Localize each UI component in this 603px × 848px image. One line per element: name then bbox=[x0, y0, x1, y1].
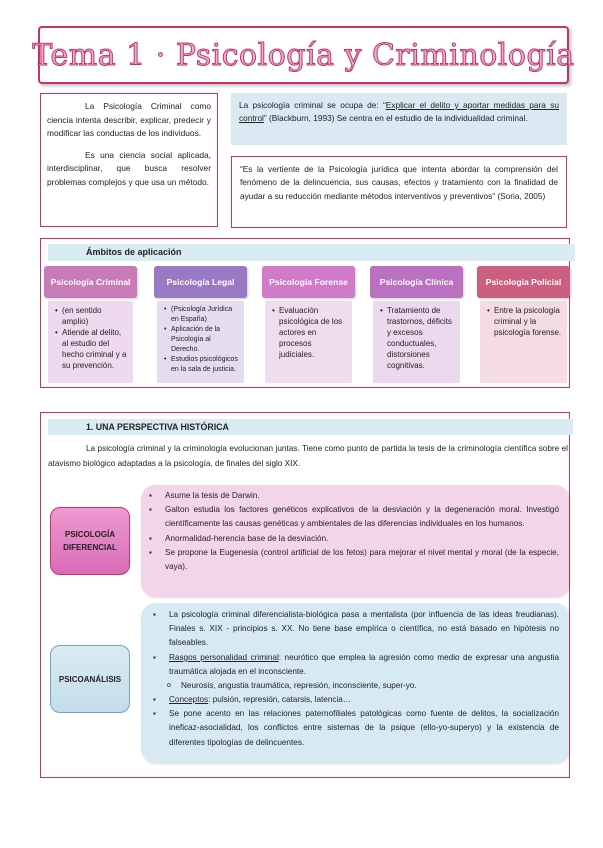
diferencial-box bbox=[141, 485, 569, 597]
ambito-head-policial: Psicología Policial bbox=[477, 266, 570, 298]
rasgos-text: : neurótico que emplea la agresión como medio de expresar una angustia traumática alojada en el inconsciente. bbox=[169, 652, 559, 676]
psicoanalisis-label: PSICOANÁLISIS bbox=[50, 645, 130, 713]
ambito-head-clinica: Psicología Clínica bbox=[370, 266, 463, 298]
diferencial-item: ▪ Asume la tesis de Darwin. bbox=[147, 489, 559, 503]
psicoanalisis-box bbox=[141, 603, 569, 763]
historia-intro: La psicología criminal y la criminología evolucionan juntas. Tiene como punto de partida la tesis de la criminología científica sobre el atavismo biológico adaptadas a la psicología, de finales del siglo XIX. bbox=[48, 444, 568, 468]
ambito-item: • Evaluación psicológica de los actores en procesos judiciales. bbox=[279, 305, 347, 360]
ambito-item: • (Psicología Jurídica en España) bbox=[171, 305, 239, 325]
ambito-head-forense: Psicología Forense bbox=[262, 266, 355, 298]
ambito-item: • Tratamiento de trastornos, déficits y excesos conductuales, distorsiones cognitivas. bbox=[387, 305, 455, 371]
quote1-post: ” (Blackburn, 1993) Se centra en el estudio de la individualidad criminal. bbox=[263, 113, 528, 123]
ambito-item: • Aplicación de la Psicología al Derecho. bbox=[171, 325, 239, 355]
ambito-head-criminal: Psicología Criminal bbox=[44, 266, 137, 298]
diferencial-item: ▪ Galton estudia los factores genéticos explicativos de la desviación y la degeneración moral. Investigó científicamente las causas genéticas y ambientales de las diferencias individuales en los humanos. bbox=[147, 503, 559, 531]
diferencial-label: PSICOLOGÍA DIFERENCIAL bbox=[50, 507, 130, 575]
ambito-item: • Estudios psicológicos en la sala de justicia. bbox=[171, 355, 239, 375]
conceptos-text: : pulsión, represión, catarsis, latencia… bbox=[208, 695, 352, 705]
page-title: Tema 1 · Psicología y Criminología bbox=[32, 37, 575, 73]
historia-title: 1. UNA PERSPECTIVA HISTÓRICA bbox=[48, 419, 573, 435]
psicoanalisis-item bbox=[151, 651, 559, 679]
psicoanalisis-item: ▪ La psicología criminal diferencialista-biológica pasa a mentalista (por influencia de las ideas freudianas). Finales s. XIX - principios s. XX. No tiene base empírica o científica, no está basado en hipótesis no falseables. bbox=[151, 608, 559, 651]
diferencial-item: ▪ Anormalidad-herencia base de la desviación. bbox=[147, 532, 559, 546]
ambito-item: • (en sentido amplio) bbox=[62, 305, 128, 327]
ambito-body-legal bbox=[157, 301, 244, 383]
ambito-item: • Atiende al delito, al estudio del hecho criminal y a su prevención. bbox=[62, 327, 128, 371]
psicoanalisis-subitem: o Neurosis, angustia traumática, represión, inconsciente, super-yo. bbox=[141, 679, 569, 693]
ambito-body-criminal bbox=[48, 301, 133, 383]
ambito-head-legal: Psicología Legal bbox=[154, 266, 247, 298]
ambito-body-policial bbox=[480, 301, 567, 383]
psicoanalisis-item bbox=[151, 693, 559, 707]
intro-box bbox=[40, 93, 218, 227]
definition-soria: “Es la vertiente de la Psicología jurídica que intenta abordar la comprensión del fenómeno de la delincuencia, sus causas, efectos y tratamiento con la finalidad de ayudar a su reducción mediante métodos interventivos y preventivos” (Soria, 2005) bbox=[231, 156, 567, 228]
ambito-item: • Entre la psicología criminal y la psicología forense. bbox=[494, 305, 562, 338]
ambito-body-forense bbox=[265, 301, 352, 383]
definition-blackburn bbox=[231, 93, 567, 145]
psicoanalisis-item: ▪ Se pone acento en las relaciones paternofiliales patológicas como fuente de delitos, la socialización ineficaz-asocialidad, los conflictos entre sistemas de la psique (ello-yo-superyo) y la existencia de diferentes tipologías de delincuentes. bbox=[151, 707, 559, 750]
ambitos-title bbox=[48, 244, 575, 261]
intro-paragraph-2: Es una ciencia social aplicada, interdisciplinar, que busca resolver problemas complejos y que usa un método. bbox=[47, 149, 211, 187]
ambito-body-clinica bbox=[373, 301, 460, 383]
diferencial-item: ▪ Se propone la Eugenesia (control artificial de los fetos) para mejorar el nivel mental y moral (de la especie, vaya). bbox=[147, 546, 559, 574]
intro-paragraph-1: La Psicología Criminal como ciencia intenta describir, explicar, predecir y modificar las conductas de los individuos. bbox=[47, 101, 211, 139]
title-box bbox=[32, 26, 575, 84]
quote1-underlined: Explicar el delito y aportar medidas para su control bbox=[239, 100, 560, 123]
conceptos-label: Conceptos bbox=[169, 695, 209, 705]
rasgos-label: Rasgos personalidad criminal bbox=[169, 652, 279, 662]
quote1-pre: La psicología criminal se ocupa de: “ bbox=[239, 100, 386, 110]
ambitos-title-text: Ámbitos de aplicación bbox=[86, 247, 182, 257]
